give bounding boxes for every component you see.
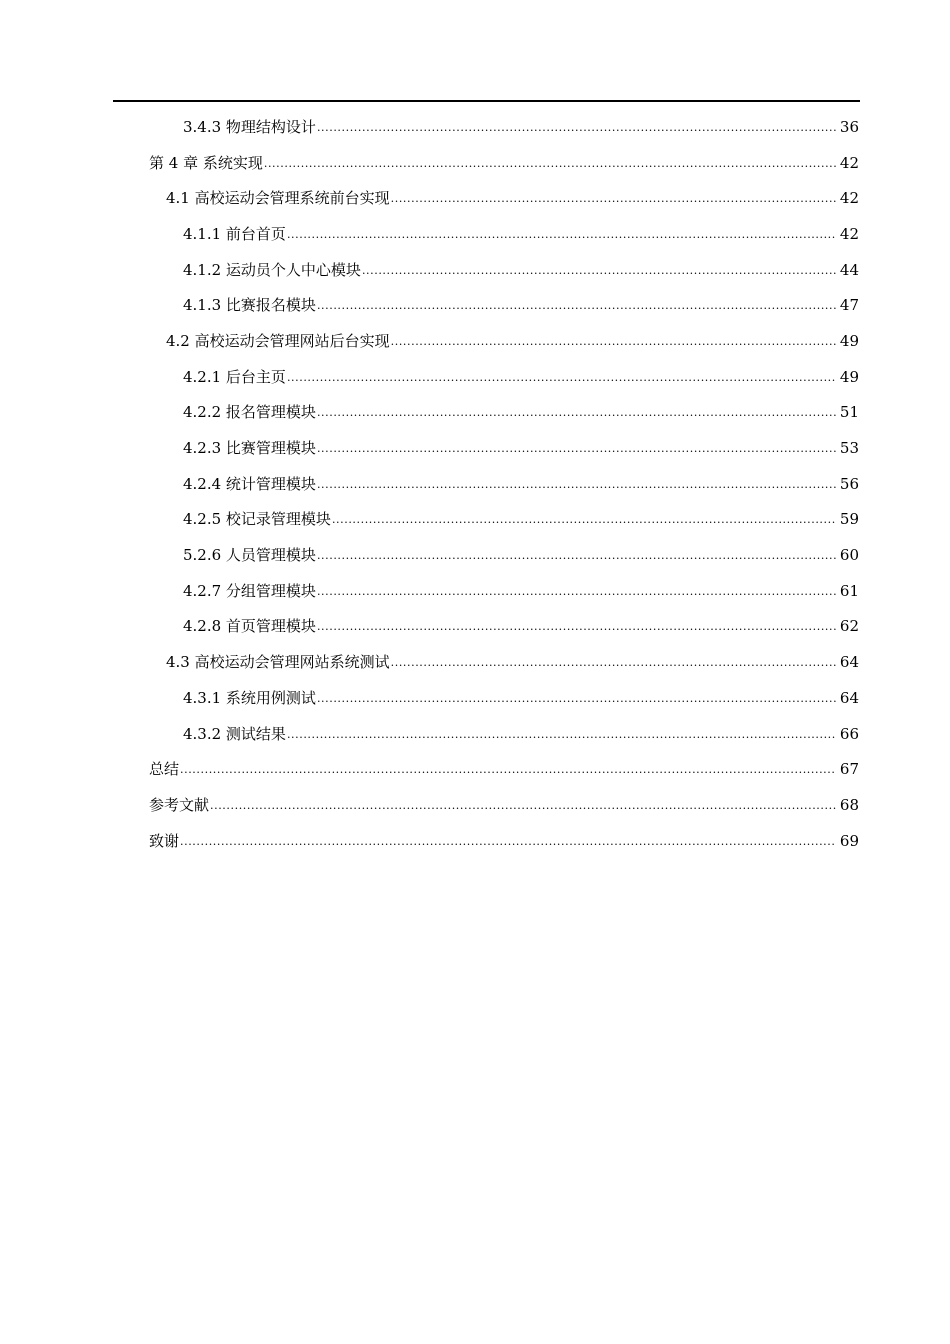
toc-entry[interactable] xyxy=(0,180,950,216)
toc-dot-leader xyxy=(317,689,836,707)
toc-entry[interactable] xyxy=(0,787,950,823)
toc-entry-page-number: 67 xyxy=(839,760,859,779)
toc-entry-page-number: 36 xyxy=(839,117,859,136)
toc-dot-leader xyxy=(332,510,836,528)
toc-entry-page-number: 64 xyxy=(839,688,859,707)
toc-entry[interactable] xyxy=(0,216,950,252)
toc-entry[interactable] xyxy=(0,287,950,323)
toc-entry[interactable] xyxy=(0,751,950,787)
toc-dot-leader xyxy=(391,332,836,350)
toc-entry-page-number: 61 xyxy=(839,581,859,600)
toc-entry-page-number: 49 xyxy=(839,331,859,350)
toc-entry-title: 4.2 高校运动会管理网站后台实现 xyxy=(166,331,390,350)
toc-entry-page-number: 51 xyxy=(839,403,859,422)
toc-entry[interactable] xyxy=(0,644,950,680)
toc-dot-leader xyxy=(317,582,836,600)
toc-entry-title: 4.1 高校运动会管理系统前台实现 xyxy=(166,189,390,208)
toc-dot-leader xyxy=(264,154,836,172)
toc-entry[interactable] xyxy=(0,680,950,716)
toc-dot-leader xyxy=(317,546,836,564)
toc-entry-title: 4.2.1 后台主页 xyxy=(183,367,286,386)
toc-entry[interactable] xyxy=(0,537,950,573)
toc-entry-page-number: 59 xyxy=(839,510,859,529)
table-of-contents xyxy=(0,109,950,858)
toc-entry-page-number: 64 xyxy=(839,653,859,672)
toc-entry-title: 4.2.8 首页管理模块 xyxy=(183,617,316,636)
toc-entry-title: 4.3 高校运动会管理网站系统测试 xyxy=(166,653,390,672)
toc-entry-page-number: 68 xyxy=(839,795,859,814)
toc-entry[interactable] xyxy=(0,573,950,609)
toc-entry-title: 4.1.1 前台首页 xyxy=(183,224,286,243)
toc-entry-title: 4.2.3 比赛管理模块 xyxy=(183,439,316,458)
header-rule xyxy=(113,100,860,102)
toc-entry-page-number: 53 xyxy=(839,439,859,458)
toc-dot-leader xyxy=(317,403,836,421)
toc-entry-title: 4.2.5 校记录管理模块 xyxy=(183,510,331,529)
toc-dot-leader xyxy=(210,796,836,814)
toc-entry[interactable] xyxy=(0,323,950,359)
toc-entry-page-number: 42 xyxy=(839,224,859,243)
toc-entry-title: 第 4 章 系统实现 xyxy=(149,153,263,172)
toc-entry-page-number: 42 xyxy=(839,189,859,208)
toc-entry-title: 5.2.6 人员管理模块 xyxy=(183,546,316,565)
toc-entry-title: 参考文献 xyxy=(149,795,210,814)
toc-entry[interactable] xyxy=(0,109,950,145)
toc-dot-leader xyxy=(317,617,836,635)
toc-dot-leader xyxy=(180,832,836,850)
toc-entry-title: 3.4.3 物理结构设计 xyxy=(183,117,316,136)
toc-entry[interactable] xyxy=(0,609,950,645)
toc-entry-page-number: 56 xyxy=(839,474,859,493)
toc-dot-leader xyxy=(362,261,836,279)
toc-entry-title: 4.2.4 统计管理模块 xyxy=(183,474,316,493)
toc-entry-title: 4.1.3 比赛报名模块 xyxy=(183,296,316,315)
toc-dot-leader xyxy=(180,760,836,778)
toc-entry-page-number: 47 xyxy=(839,296,859,315)
toc-dot-leader xyxy=(391,653,836,671)
toc-dot-leader xyxy=(317,475,836,493)
toc-dot-leader xyxy=(317,439,836,457)
toc-entry-page-number: 69 xyxy=(839,831,859,850)
toc-entry[interactable] xyxy=(0,359,950,395)
toc-entry[interactable] xyxy=(0,823,950,859)
toc-entry-title: 致谢 xyxy=(149,831,180,850)
toc-entry-title: 4.2.2 报名管理模块 xyxy=(183,403,316,422)
toc-entry-title: 4.3.1 系统用例测试 xyxy=(183,688,316,707)
toc-entry-page-number: 60 xyxy=(839,546,859,565)
toc-entry[interactable] xyxy=(0,252,950,288)
toc-dot-leader xyxy=(391,189,836,207)
toc-entry-page-number: 62 xyxy=(839,617,859,636)
toc-entry[interactable] xyxy=(0,395,950,431)
toc-entry-page-number: 49 xyxy=(839,367,859,386)
toc-entry[interactable] xyxy=(0,145,950,181)
toc-entry[interactable] xyxy=(0,716,950,752)
toc-entry[interactable] xyxy=(0,502,950,538)
toc-entry-title: 4.1.2 运动员个人中心模块 xyxy=(183,260,361,279)
toc-entry-title: 总结 xyxy=(149,760,180,779)
toc-dot-leader xyxy=(317,118,836,136)
toc-entry-title: 4.2.7 分组管理模块 xyxy=(183,581,316,600)
toc-dot-leader xyxy=(287,225,836,243)
toc-entry-page-number: 66 xyxy=(839,724,859,743)
toc-entry[interactable] xyxy=(0,466,950,502)
toc-dot-leader xyxy=(317,296,836,314)
toc-entry-page-number: 44 xyxy=(839,260,859,279)
toc-entry-title: 4.3.2 测试结果 xyxy=(183,724,286,743)
toc-dot-leader xyxy=(287,725,836,743)
toc-entry-page-number: 42 xyxy=(839,153,859,172)
toc-dot-leader xyxy=(287,368,836,386)
toc-entry[interactable] xyxy=(0,430,950,466)
